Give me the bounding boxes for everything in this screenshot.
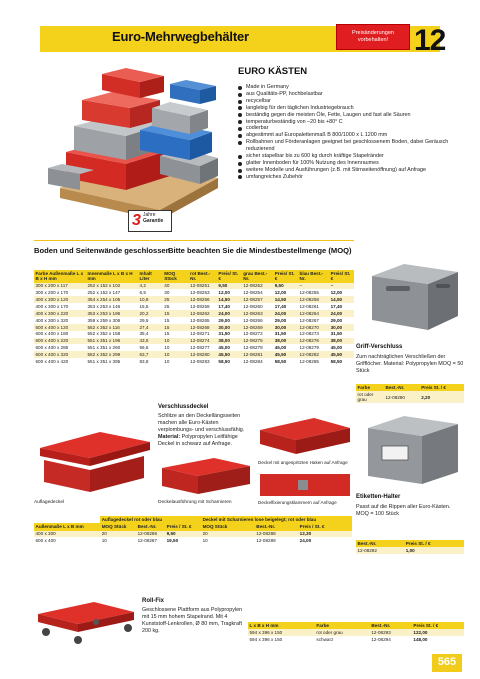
table-row: [34, 324, 354, 331]
feature-item: recycelbar: [238, 98, 470, 105]
deckel-text-2: Polypropylen Leitfähige Deckel in schwarz auf Anfrage.: [158, 433, 238, 447]
table-cell: 12-08266: [243, 317, 263, 323]
caption-auflagedeckel: Auflagedeckel: [34, 500, 65, 505]
feature-item: codierbar: [238, 125, 470, 132]
feature-item: temperaturbeständig von –20 bis +80° C: [238, 119, 470, 126]
table-cell: schwarz: [316, 636, 334, 642]
table-row: [34, 296, 354, 303]
table-cell: 400 x 300 x 120: [34, 296, 86, 303]
table-cell: 35,4: [139, 331, 149, 337]
price-change-tag: Preisänderungen vorbehalten!: [336, 24, 410, 50]
rollfix-title: Roll-Fix: [142, 598, 164, 604]
table-cell: 12-08259: [190, 303, 210, 309]
table-cell: 12-08258: [298, 296, 329, 303]
table-cell: 551 x 351 x 196: [86, 338, 138, 345]
deckel-material-label: Material:: [158, 433, 181, 440]
table-cell: 43,5: [138, 338, 163, 345]
feature-item: glatter Innenboden für 100% Nutzung des Innenraumes: [238, 160, 470, 167]
table-cell: 24,00: [299, 538, 312, 544]
col-header: Best.-Nr.: [384, 384, 420, 391]
table-cell: 400 x 300 x 220: [34, 310, 86, 317]
table-cell: 14,50: [273, 296, 298, 303]
feature-list: [238, 84, 470, 181]
col-header: Preis/ St. €: [273, 270, 298, 283]
table-cell: 400 x 300: [34, 531, 100, 538]
table-cell: 58,50: [330, 358, 343, 364]
table-cell: 12-08272: [243, 331, 263, 337]
col-header: L x B x H mm: [248, 622, 315, 629]
table-cell: 20: [100, 531, 136, 538]
table-cell: 10: [202, 538, 208, 544]
col-header: Best.-Nr.: [136, 523, 165, 530]
guarantee-years: 3: [132, 212, 141, 229]
table-cell: 12-08263: [242, 310, 273, 317]
table-cell: 15: [164, 317, 170, 323]
col-header: Inhalt Liter: [138, 270, 163, 283]
feature-item: weitere Modelle und Ausführungen (z.B. mit Stirnseitenöffnung) auf Anfrage: [238, 167, 470, 174]
table-cell: 17,40: [218, 303, 230, 309]
table-cell: 12-08283: [190, 358, 210, 364]
col-header: Farbe: [356, 384, 384, 391]
table-cell: 10,8: [138, 296, 163, 303]
table-cell: 6,5: [139, 290, 146, 296]
table-cell: 400 x 300 x 320: [35, 317, 69, 323]
feature-item: Rollbahnen und Förderanlagen geeignet bei geschlossenem Boden, dabei Geräusch reduzierend: [238, 139, 470, 153]
table-cell: 12,00: [330, 290, 343, 296]
group-header: Deckel mit Scharnieren lose beigelegt; rot oder blau: [201, 516, 352, 523]
table-cell: 10: [164, 345, 170, 351]
table-row: [34, 331, 354, 338]
table-cell: 45,00: [330, 345, 343, 351]
table-row: [34, 358, 354, 365]
table-row: [34, 283, 354, 290]
table-cell: 31,50: [330, 331, 343, 337]
table-cell: 27,4: [138, 324, 163, 331]
caption-klammern: Deckelfixierungsklammern auf Anfrage: [258, 500, 337, 505]
col-header: Außenmaße L x B mm: [34, 523, 100, 530]
table-cell: 17,40: [274, 303, 287, 309]
table-cell: 12-08279: [299, 345, 319, 351]
table-row: [34, 351, 354, 358]
col-header: Preis/ St. €: [217, 270, 242, 283]
col-header: Preis St. / €: [420, 384, 464, 391]
table-cell: 12-08282: [298, 351, 329, 358]
deckel-haken-image: [256, 410, 352, 460]
table-cell: 552 x 352 x 299: [86, 351, 138, 358]
table-cell: 4,2: [138, 283, 163, 290]
col-header: Preis St. / €: [404, 540, 464, 547]
table-cell: 12,00: [274, 290, 287, 296]
table-cell: 1,00: [404, 547, 464, 554]
table-cell: 12-08275: [242, 338, 273, 345]
col-header: Preis/ St. €: [329, 270, 354, 283]
table-cell: 31,50: [218, 331, 230, 337]
table-cell: 12-08285: [299, 358, 319, 364]
table-cell: 31,50: [274, 331, 287, 337]
table-cell: 17,40: [330, 303, 343, 309]
table-cell: 600 x 400 x 220: [34, 338, 86, 345]
table-cell: 148,00: [413, 636, 428, 642]
table-cell: 12-08267: [299, 317, 319, 323]
table-cell: 38,00: [273, 338, 298, 345]
table-cell: 12,30: [298, 531, 352, 538]
table-cell: 12-08271: [190, 331, 210, 337]
guarantee-label-2: Garantie: [143, 217, 164, 224]
table-cell: 600 x 400 x 180: [35, 331, 69, 337]
table-cell: 12-08289: [256, 538, 276, 544]
grey-box-image: [364, 250, 464, 338]
table-cell: 10: [101, 538, 107, 544]
table-cell: 300 x 200 x 117: [34, 283, 86, 290]
table-cell: 19,50: [166, 538, 179, 544]
feature-item: Made in Germany: [238, 84, 470, 91]
col-header: Best.-Nr.: [356, 540, 404, 547]
table-cell: 12-08273: [299, 331, 319, 337]
table-cell: 30: [164, 290, 170, 296]
table-cell: 600 x 400 x 120: [34, 324, 86, 331]
table-cell: 24,00: [273, 310, 298, 317]
table-cell: 600 x 400 x 285: [35, 345, 69, 351]
table-cell: 12-08254: [243, 290, 263, 296]
table-cell: 12-08287: [137, 538, 158, 544]
table-cell: 12-08276: [298, 338, 329, 345]
table-cell: 38,00: [329, 338, 354, 345]
table-row: [34, 344, 354, 351]
table-cell: 30,00: [217, 324, 242, 331]
col-header: MOQ Stück: [201, 523, 255, 530]
table-cell: 2,20: [420, 391, 464, 403]
feature-item: beständig gegen die meisten Öle, Fette, Laugen und fast alle Säuren: [238, 112, 470, 119]
table-cell: 12-08293: [370, 629, 412, 636]
table-cell: 122,00: [412, 629, 464, 636]
etiketten-image: [362, 406, 462, 488]
table-cell: 24,00: [217, 310, 242, 317]
table-cell: 15: [163, 310, 189, 317]
table-cell: 12-08280: [189, 351, 217, 358]
section-divider: [34, 240, 354, 241]
group-header: Auflagedeckel rot oder blau: [100, 516, 201, 523]
table-cell: 12-08290: [384, 391, 420, 403]
table-cell: 29,00: [330, 317, 343, 323]
table-cell: 9,50: [165, 531, 201, 538]
table-cell: 12-08251: [189, 283, 217, 290]
table-cell: 29,00: [274, 317, 287, 323]
table-cell: 25: [164, 303, 170, 309]
col-header: Best.-Nr.: [255, 523, 298, 530]
table-cell: 12-08269: [242, 324, 273, 331]
table-cell: 12-08257: [242, 296, 273, 303]
table-cell: 300 x 200 x 170: [35, 290, 69, 296]
table-cell: 252 x 152 x 147: [87, 290, 121, 296]
table-cell: 12-08255: [299, 290, 319, 296]
deckel-text-1: Schlitze an den Deckellängsseiten machen alle Euro-Kästen verplombungs- und verschlussfähig.: [158, 413, 245, 433]
table-cell: 12-08274: [189, 338, 217, 345]
table-cell: 12-08288: [255, 531, 298, 538]
table-cell: 353 x 253 x 146: [87, 303, 121, 309]
table-cell: 600 x 400 x 320: [34, 351, 86, 358]
table-cell: 15: [164, 331, 170, 337]
table-cell: 25: [163, 296, 189, 303]
table-cell: 552 x 352 x 158: [87, 331, 121, 337]
rollfix-image: [34, 592, 138, 656]
section-number: 12: [414, 24, 446, 57]
table-cell: –: [329, 283, 354, 290]
table-cell: 10: [163, 351, 189, 358]
table-row: [34, 303, 354, 310]
table-cell: rot oder grau: [356, 391, 384, 403]
table-cell: 45,00: [218, 345, 230, 351]
table-row: [34, 338, 354, 345]
table-cell: 12-08292: [356, 547, 404, 554]
table-cell: 9,50: [273, 283, 298, 290]
col-header: Innenmaße L x B x H mm: [86, 270, 138, 283]
table-cell: 353 x 253 x 196: [86, 310, 138, 317]
col-header: Farbe: [315, 622, 370, 629]
table-cell: 29,5: [139, 317, 149, 323]
deckel-title: Verschlussdeckel: [158, 404, 209, 410]
rollfix-table: [248, 622, 464, 643]
table-cell: 12-08277: [190, 345, 210, 351]
table-cell: 12-08262: [189, 310, 217, 317]
deckel-klammern-image: [258, 470, 352, 500]
main-table-heading: Boden und Seitenwände geschlossen: [34, 246, 171, 255]
table-cell: 12-08278: [243, 345, 263, 351]
table-cell: 58,50: [274, 358, 287, 364]
table-cell: 30,00: [273, 324, 298, 331]
caption-scharnier: Deckelausführung mit Scharnieren: [158, 500, 232, 505]
col-header: rot Best.-Nr.: [189, 270, 217, 283]
griff-title: Griff-Verschluss: [356, 344, 403, 350]
page-title: Euro-Mehrwegbehälter: [112, 29, 249, 44]
col-header: Best.-Nr.: [370, 622, 412, 629]
table-cell: 12-08252: [242, 283, 273, 290]
table-row: [34, 289, 354, 296]
table-cell: 551 x 351 x 260: [87, 345, 121, 351]
table-row: [34, 317, 354, 324]
table-cell: 10: [163, 338, 189, 345]
griff-text: Zum nachträglichen Verschließen der Grifflöcher. Material: Polypropylen MOQ = 50 Stück: [356, 354, 464, 374]
table-cell: 10: [164, 358, 170, 364]
table-cell: 15: [163, 324, 189, 331]
stacked-boxes-image: [40, 60, 230, 228]
deckel-table: [34, 516, 352, 544]
table-cell: 45,50: [217, 351, 242, 358]
table-cell: 12-08284: [243, 358, 263, 364]
etiketten-text: Passt auf die Rippen aller Euro-Kästen. MOQ = 100 Stück: [356, 504, 451, 517]
caption-haken: Deckel mit angespritzten Haken auf Anfrage: [258, 460, 348, 465]
table-cell: 12-08253: [190, 290, 210, 296]
col-header: blau Best.-Nr.: [298, 270, 329, 283]
table-cell: 600 x 400 x 420: [35, 358, 69, 364]
table-cell: 400 x 300 x 170: [35, 303, 69, 309]
table-cell: 56,6: [139, 345, 149, 351]
table-cell: 594 x 396 x 150: [248, 629, 315, 636]
page-number: 565: [432, 654, 462, 672]
table-cell: 45,00: [274, 345, 287, 351]
table-cell: 354 x 254 x 105: [86, 296, 138, 303]
table-cell: 12,00: [218, 290, 230, 296]
table-cell: 12-08281: [242, 351, 273, 358]
table-cell: 63,7: [138, 351, 163, 358]
table-cell: 12-08294: [371, 636, 391, 642]
col-header: grau Best.-Nr.: [242, 270, 273, 283]
auflagedeckel-image: [34, 418, 154, 498]
table-cell: 14,50: [217, 296, 242, 303]
table-cell: 40: [163, 283, 189, 290]
guarantee-label-1: Jahre: [143, 212, 156, 218]
table-cell: 9,50: [217, 283, 242, 290]
table-cell: 20: [201, 531, 255, 538]
table-cell: 12-08268: [189, 324, 217, 331]
table-cell: 29,00: [218, 317, 230, 323]
table-cell: 45,50: [273, 351, 298, 358]
table-cell: 600 x 400: [35, 538, 56, 544]
rollfix-text: Geschlossene Plattform aus Polypropylen mit 15 mm hohem Stapelrand. Mit 4 Kunststoff-Lenkrollen, Ø 80 mm, Tragkraft 200 kg.: [142, 607, 243, 634]
euro-kasten-table: [34, 270, 354, 365]
table-cell: 12-08286: [136, 531, 165, 538]
table-cell: 594 x 396 x 150: [249, 636, 283, 642]
table-cell: 15,5: [139, 303, 149, 309]
table-row: [34, 310, 354, 317]
feature-item: sicher stapelbar bis zu 600 kg durch kräftige Stapelränder: [238, 153, 470, 160]
table-cell: 12-08260: [243, 303, 263, 309]
table-cell: 12-08265: [190, 317, 210, 323]
table-cell: 30,00: [329, 324, 354, 331]
table-cell: 20,2: [138, 310, 163, 317]
table-cell: 12-08270: [298, 324, 329, 331]
etiketten-table: [356, 540, 464, 554]
col-header: MOQ Stück: [100, 523, 136, 530]
col-header: Farbe Außenmaße L x B x H mm: [34, 270, 86, 283]
griff-table: [356, 384, 464, 403]
table-cell: 83,8: [139, 358, 149, 364]
table-cell: 12-08261: [299, 303, 319, 309]
table-cell: rot oder grau: [315, 629, 370, 636]
feature-item: aus Qualitäts-PP, hochbelastbar: [238, 91, 470, 98]
deckel-scharnier-image: [158, 452, 254, 498]
table-cell: 359 x 259 x 306: [87, 317, 121, 323]
table-cell: 58,50: [218, 358, 230, 364]
table-cell: 252 x 152 x 102: [86, 283, 138, 290]
col-header: Preis / St. €: [165, 523, 201, 530]
moq-heading: Bitte beachten Sie die Mindestbestellmenge (MOQ): [168, 246, 352, 255]
feature-item: langlebig für den täglichen Industriegebrauch: [238, 105, 470, 112]
table-cell: 12-08264: [298, 310, 329, 317]
etiketten-title: Etiketten-Halter: [356, 494, 401, 500]
feature-item: abgestimmt auf Europalettenmaß B 800/1000 x L 1200 mm: [238, 132, 470, 139]
table-cell: 14,50: [329, 296, 354, 303]
table-cell: 551 x 351 x 395: [87, 358, 121, 364]
guarantee-badge: [128, 210, 172, 232]
table-cell: 24,00: [329, 310, 354, 317]
feature-item: umfangreiches Zubehör: [238, 174, 470, 181]
col-header: MOQ Stück: [163, 270, 189, 283]
table-cell: 38,00: [217, 338, 242, 345]
col-header: Preis St. / €: [412, 622, 464, 629]
table-cell: 552 x 352 x 116: [86, 324, 138, 331]
euro-kasten-title: EURO KÄSTEN: [238, 66, 308, 77]
table-cell: 12-08256: [189, 296, 217, 303]
table-cell: –: [298, 283, 329, 290]
col-header: Preis / St. €: [298, 523, 352, 530]
table-cell: 45,50: [329, 351, 354, 358]
